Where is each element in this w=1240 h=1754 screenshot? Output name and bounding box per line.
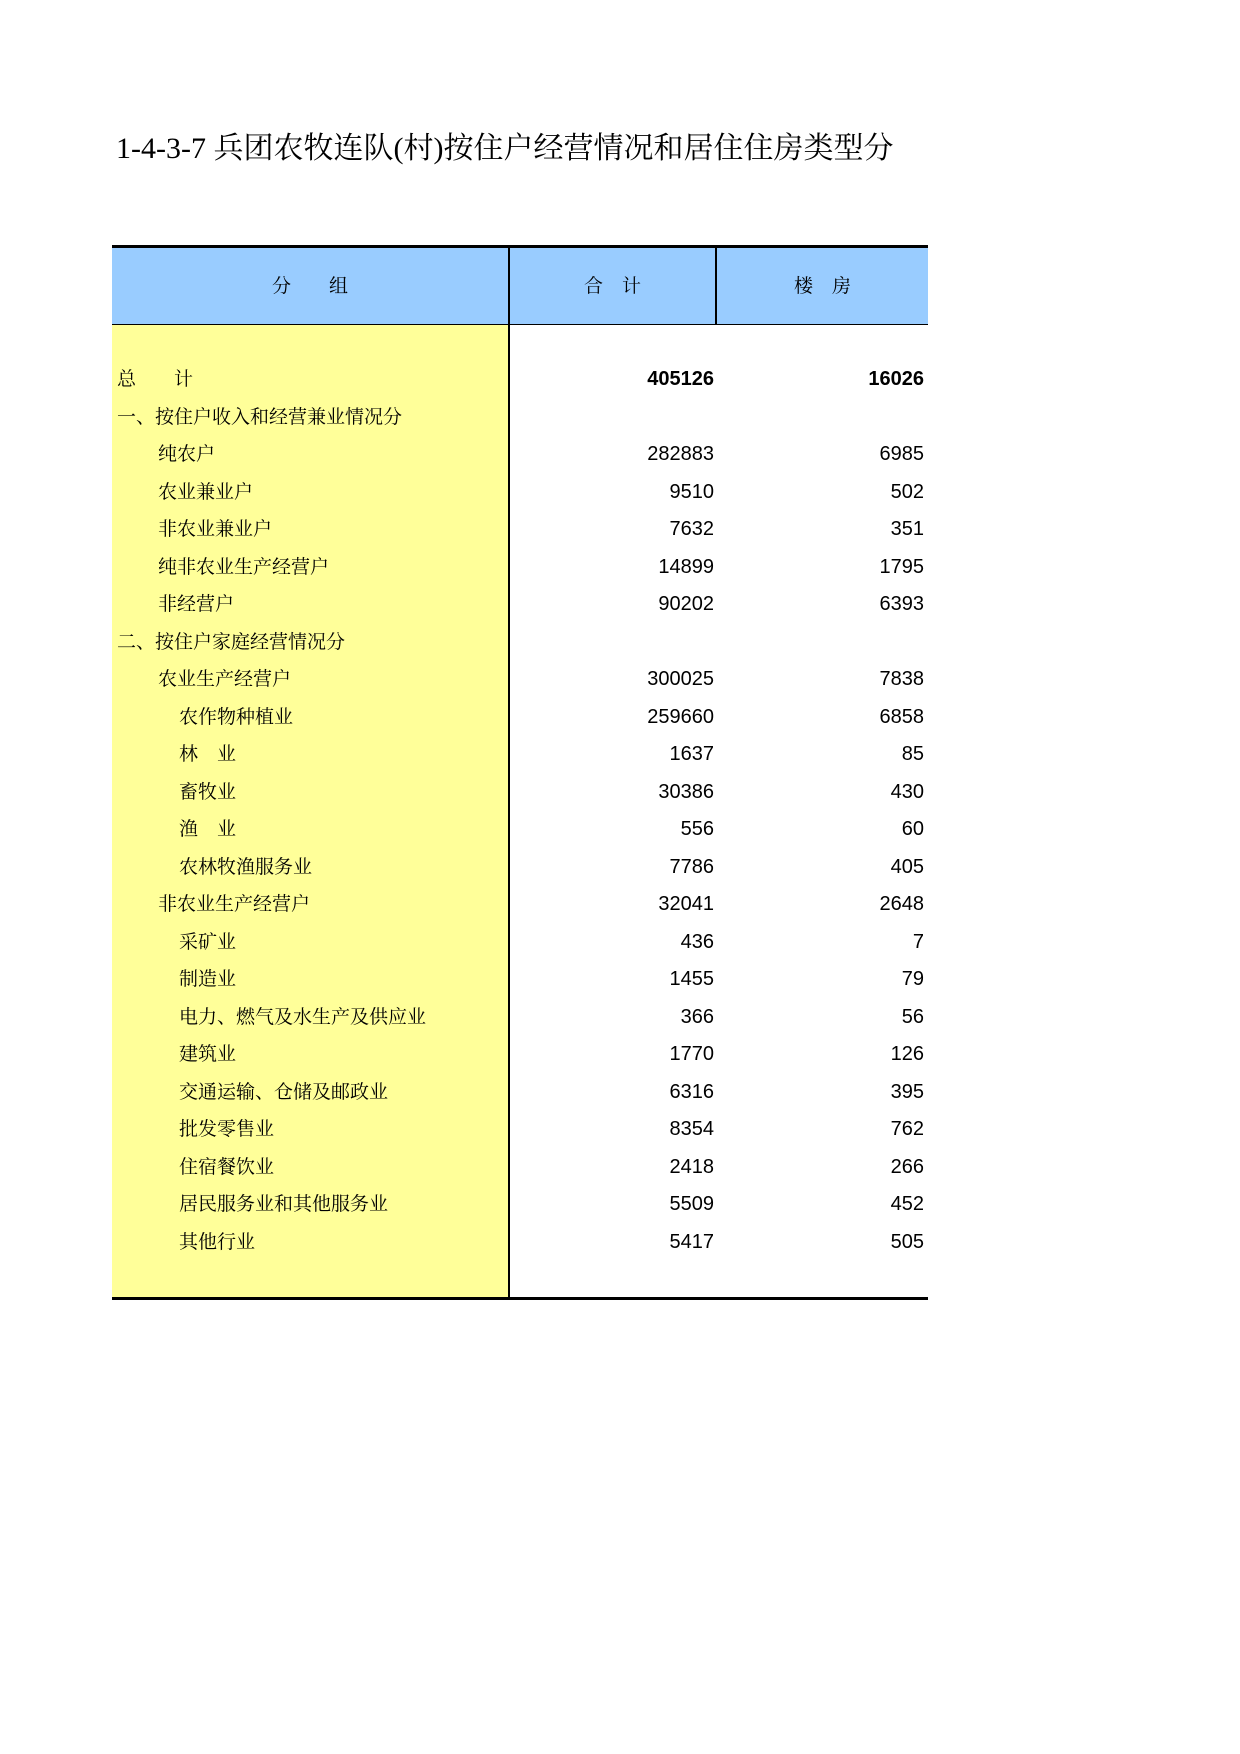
cell-building: 266 [890, 1155, 924, 1178]
row-label: 采矿业 [179, 930, 237, 953]
table-row [112, 811, 928, 849]
cell-total: 436 [680, 930, 714, 953]
row-label: 批发零售业 [179, 1118, 275, 1140]
cell-total: 259660 [647, 705, 714, 728]
row-label: 农林牧渔服务业 [179, 855, 313, 878]
cell-building: 79 [901, 968, 924, 990]
cell-total: 556 [680, 818, 714, 840]
table-row [112, 999, 928, 1037]
table-row [112, 1036, 928, 1074]
cell-building: 56 [901, 1005, 924, 1028]
cell-total: 1770 [669, 1043, 714, 1065]
row-label: 住宿餐饮业 [179, 1155, 275, 1178]
cell-building: 85 [901, 743, 924, 765]
cell-building: 6858 [879, 705, 924, 728]
table-row [112, 924, 928, 962]
column-divider-header [715, 245, 717, 325]
cell-building: 60 [901, 818, 924, 840]
table-row [112, 1111, 928, 1149]
cell-total: 30386 [658, 780, 714, 803]
table-row [112, 736, 928, 774]
table-row [112, 961, 928, 999]
table-title: 1-4-3-7 兵团农牧连队(村)按住户经营情况和居住住房类型分 [116, 132, 894, 165]
statistics-table [112, 245, 928, 1300]
cell-total: 9510 [669, 480, 714, 503]
cell-building: 1795 [879, 555, 924, 578]
cell-building: 16026 [868, 368, 924, 390]
cell-total: 7632 [669, 518, 714, 540]
cell-total: 5417 [669, 1230, 714, 1253]
table-row [112, 624, 928, 662]
table-row [112, 774, 928, 812]
cell-building: 6393 [879, 593, 924, 615]
table-row [112, 886, 928, 924]
header-total: 合 计 [583, 275, 641, 297]
table-row [112, 1186, 928, 1224]
cell-building: 452 [890, 1193, 924, 1215]
cell-building: 6985 [879, 443, 924, 465]
cell-building: 405 [890, 855, 924, 878]
table-row [112, 436, 928, 474]
table-bottom-rule [112, 1297, 928, 1300]
row-label: 交通运输、仓储及邮政业 [179, 1080, 389, 1103]
row-label: 林 业 [179, 743, 237, 765]
row-label: 畜牧业 [179, 780, 237, 803]
row-label: 农业生产经营户 [158, 668, 292, 690]
table-row [112, 1074, 928, 1112]
cell-building: 762 [890, 1118, 924, 1140]
table-row [112, 661, 928, 699]
cell-total: 300025 [647, 668, 714, 690]
cell-total: 366 [680, 1005, 714, 1028]
table-row [112, 549, 928, 587]
row-label: 一、按住户收入和经营兼业情况分 [117, 405, 403, 428]
cell-building: 7838 [879, 668, 924, 690]
cell-building: 395 [890, 1080, 924, 1103]
header-building: 楼 房 [793, 275, 851, 297]
table-row [112, 586, 928, 624]
table-row [112, 361, 928, 399]
table-row [112, 399, 928, 437]
cell-total [512, 624, 714, 662]
table-row [112, 1149, 928, 1187]
cell-total: 6316 [669, 1080, 714, 1103]
cell-total: 1455 [669, 968, 714, 990]
cell-total: 90202 [658, 593, 714, 615]
cell-building [722, 399, 924, 437]
cell-building: 126 [890, 1043, 924, 1065]
table-row [112, 474, 928, 512]
row-label: 居民服务业和其他服务业 [179, 1193, 389, 1215]
table-row [112, 1224, 928, 1262]
row-label: 纯非农业生产经营户 [158, 555, 330, 578]
cell-building: 502 [890, 480, 924, 503]
cell-total [512, 399, 714, 437]
header-group: 分 组 [271, 275, 348, 297]
row-label: 渔 业 [179, 818, 237, 840]
cell-total: 1637 [669, 743, 714, 765]
row-label: 非农业兼业户 [158, 518, 273, 540]
row-label: 二、按住户家庭经营情况分 [117, 630, 346, 653]
table-row [112, 849, 928, 887]
cell-total: 282883 [647, 443, 714, 465]
cell-total: 5509 [669, 1193, 714, 1215]
cell-total: 7786 [669, 855, 714, 878]
table-row [112, 699, 928, 737]
row-label: 制造业 [179, 968, 237, 990]
table-row [112, 511, 928, 549]
row-label: 农作物种植业 [179, 705, 294, 728]
row-label: 其他行业 [179, 1230, 256, 1253]
row-label: 总 计 [117, 368, 194, 390]
cell-building: 430 [890, 780, 924, 803]
cell-building: 505 [890, 1230, 924, 1253]
cell-total: 14899 [658, 555, 714, 578]
row-label: 建筑业 [179, 1043, 237, 1065]
row-label: 非农业生产经营户 [158, 893, 311, 915]
row-label: 纯农户 [158, 443, 216, 465]
row-label: 农业兼业户 [158, 480, 254, 503]
cell-total: 2418 [669, 1155, 714, 1178]
cell-total: 405126 [647, 368, 714, 390]
cell-building: 7 [912, 930, 924, 953]
cell-building [722, 624, 924, 662]
cell-building: 2648 [879, 893, 924, 915]
cell-total: 8354 [669, 1118, 714, 1140]
cell-building: 351 [890, 518, 924, 540]
row-label: 电力、燃气及水生产及供应业 [179, 1005, 427, 1028]
cell-total: 32041 [658, 893, 714, 915]
row-label: 非经营户 [158, 593, 235, 615]
